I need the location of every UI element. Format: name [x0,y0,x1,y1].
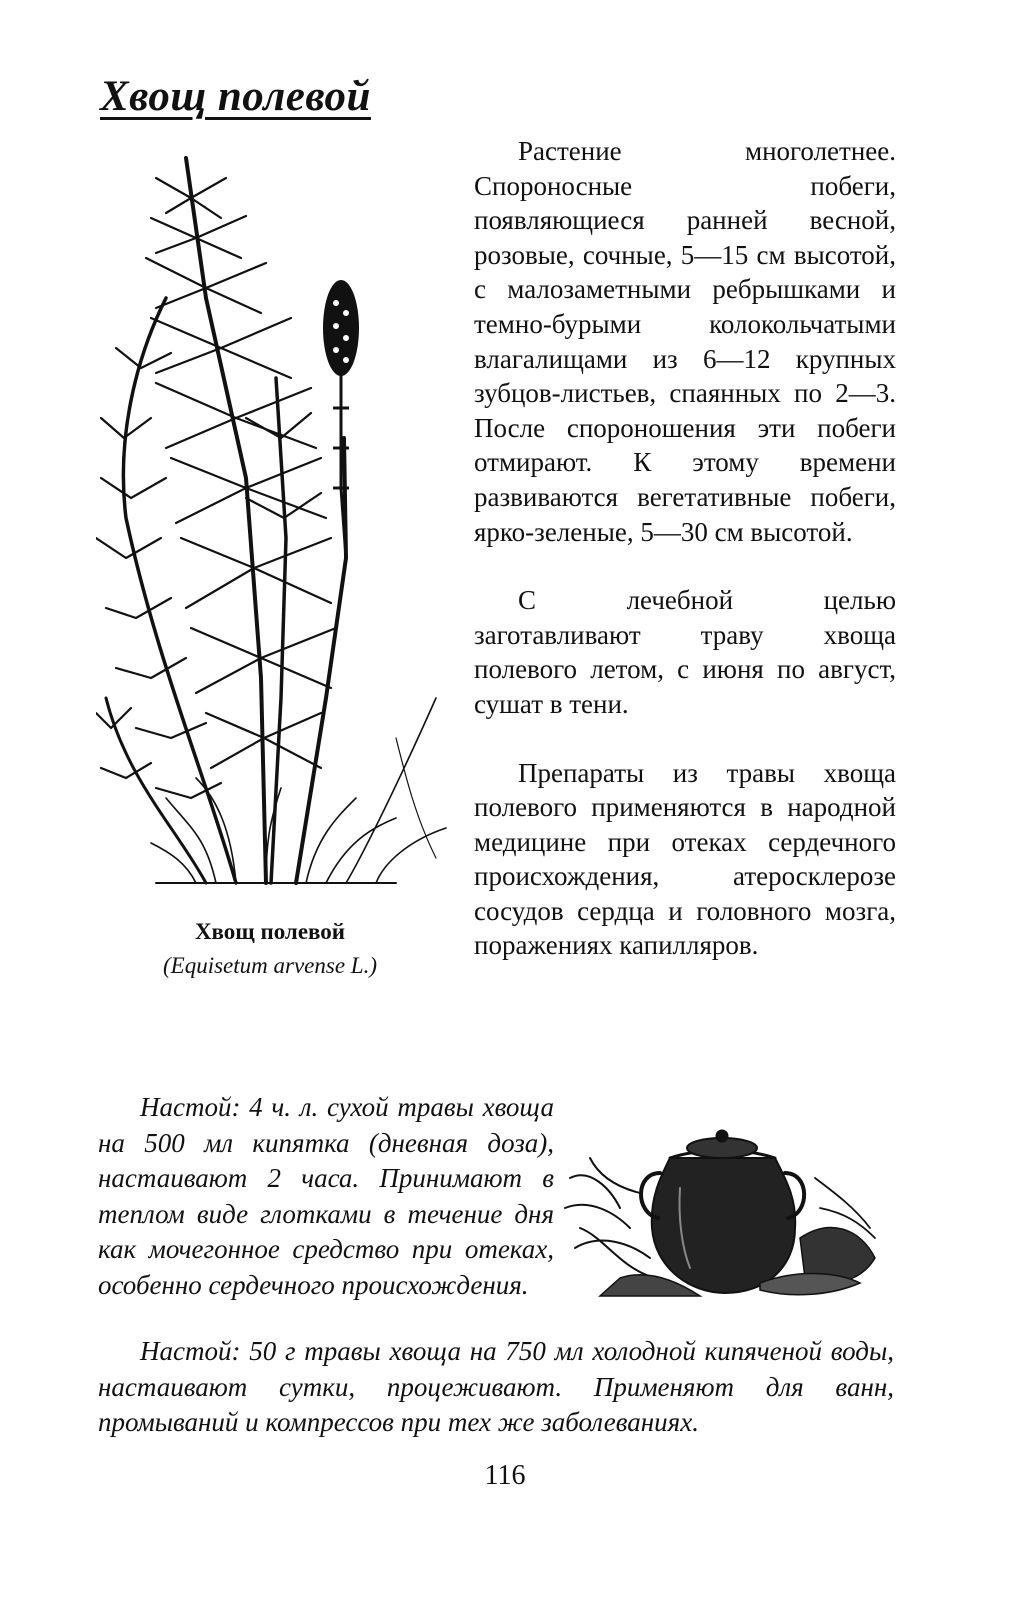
harvesting-paragraph: С лечебной целью заготавливают траву хвоща полевого летом, с июня по август, сушат в тени. [474,585,896,719]
caption-plant-name: Хвощ полевой [194,919,346,944]
clay-pot-with-vegetables-illustration [560,1118,880,1300]
figure-caption [120,915,420,983]
recipe-infusion-1: Настой: 4 ч. л. сухой травы хвоща на 500 мл кипятка (дневная доза), настаивают 2 часа. Принимают в теплом виде глотками в течение дня как мочегонное средство при отеках, особенно сердечного происхождения. [98,1092,554,1300]
caption-latin-name: (Equisetum arvense L.) [163,953,377,978]
horsetail-plant-illustration [96,138,456,898]
page-number: 116 [484,1460,526,1491]
page-title: Хвощ полевой [100,73,371,120]
recipe-infusion-2: Настой: 50 г травы хвоща на 750 мл холодной кипяченой воды, настаивают сутки, процеживают. Применяют для ванн, промываний и компрессов при тех же заболеваниях. [98,1336,894,1437]
usage-paragraph: Препараты из травы хвоща полевого применяются в народной медицине при отеках сердечного происхождения, атеросклерозе сосудов сердца и головного мозга, поражениях капилляров. [474,757,896,961]
description-column [474,134,896,963]
description-paragraph: Растение многолетнее. Спороносные побеги, появляющиеся ранней весной, розовые, сочные, 5—15 см высотой, с малозаметными ребрышками и темно-бурыми колокольчатыми влагалищами из 6—12 крупных зубцов-листьев, спаянных по 2—3. После спороношения эти побеги отмирают. К этому времени развиваются вегетативные побеги, ярко-зеленые, 5—30 см высотой. [474,136,896,547]
